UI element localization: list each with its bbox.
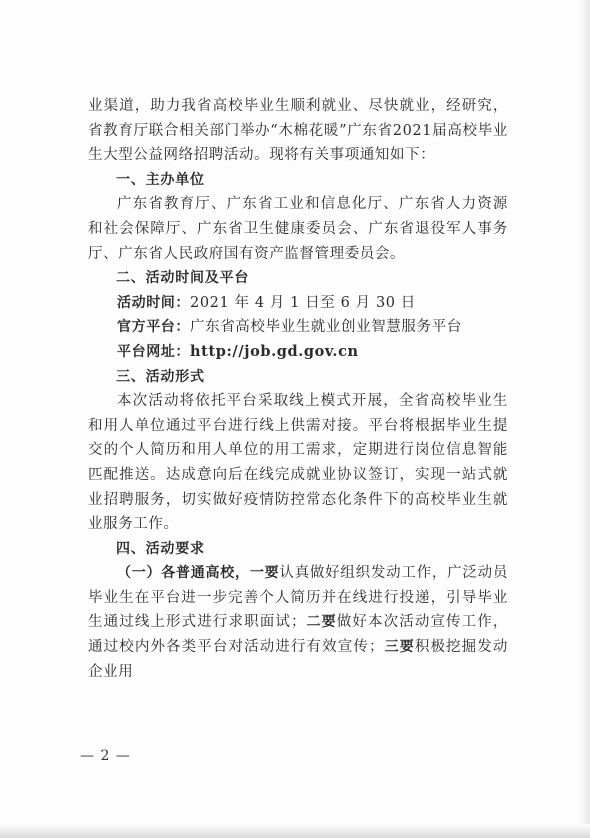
section-3-heading: 三、活动形式 [116,368,205,385]
section-4-requirement-1 [88,561,508,684]
scan-edge-bottom [0,824,590,838]
official-platform-value: 广东省高校毕业生就业创业智慧服务平台 [190,319,462,336]
activity-time-value: 2021 年 4 月 1 日至 6 月 30 日 [190,294,416,311]
activity-time-line [88,291,508,316]
scan-edge-right [578,0,590,838]
page-number: — 2 — [80,748,131,764]
section-4-heading: 四、活动要求 [116,540,205,557]
official-platform-label: 官方平台： [117,319,190,336]
section-2-heading: 二、活动时间及平台 [116,270,250,287]
platform-url-line [88,340,508,365]
document-body [88,94,508,684]
requirement-one-text: 认真做好组织发动工作，广泛动员毕业生在平台进一步完善个人简历并在线进行投递，引导毕业生通过线上形式进行求职面试； [88,565,509,631]
intro-paragraph: 业渠道，助力我省高校毕业生顺利就业、尽快就业，经研究，省教育厅联合相关部门举办“木棉花暖”广东省2021届高校毕业生大型公益网络招聘活动。现将有关事项通知如下： [88,98,508,164]
requirement-three-label: 三要 [384,639,415,656]
section-1-heading: 一、主办单位 [116,171,205,188]
requirement-two-text: 做好本次活动宣传工作，通过校内外各类平台对活动进行有效宣传； [88,614,508,656]
platform-url-value: http://job.gd.gov.cn [190,342,359,360]
sub-item-label: （一）各普通高校， [117,565,250,582]
platform-url-label: 平台网址： [117,343,190,360]
section-1-body: 广东省教育厅、广东省工业和信息化厅、广东省人力资源和社会保障厅、广东省卫生健康委员会、广东省退役军人事务厅、广东省人民政府国有资产监督管理委员会。 [88,196,508,262]
requirement-one-label: 一要 [249,565,280,582]
activity-time-label: 活动时间： [117,294,190,311]
official-platform-line [88,315,508,340]
requirement-three-text: 积极挖掘发动企业用 [88,639,508,680]
requirement-two-label: 二要 [306,614,337,631]
section-3-body: 本次活动将依托平台采取线上模式开展，全省高校毕业生和用人单位通过平台进行线上供需对接。平台将根据毕业生提交的个人简历和用人单位的用工需求，定期进行岗位信息智能匹配推送。达成意向后在线完成就业协议签订，实现一站式就业招聘服务，切实做好疫情防控常态化条件下的高校毕业生就业服务工作。 [88,393,508,533]
